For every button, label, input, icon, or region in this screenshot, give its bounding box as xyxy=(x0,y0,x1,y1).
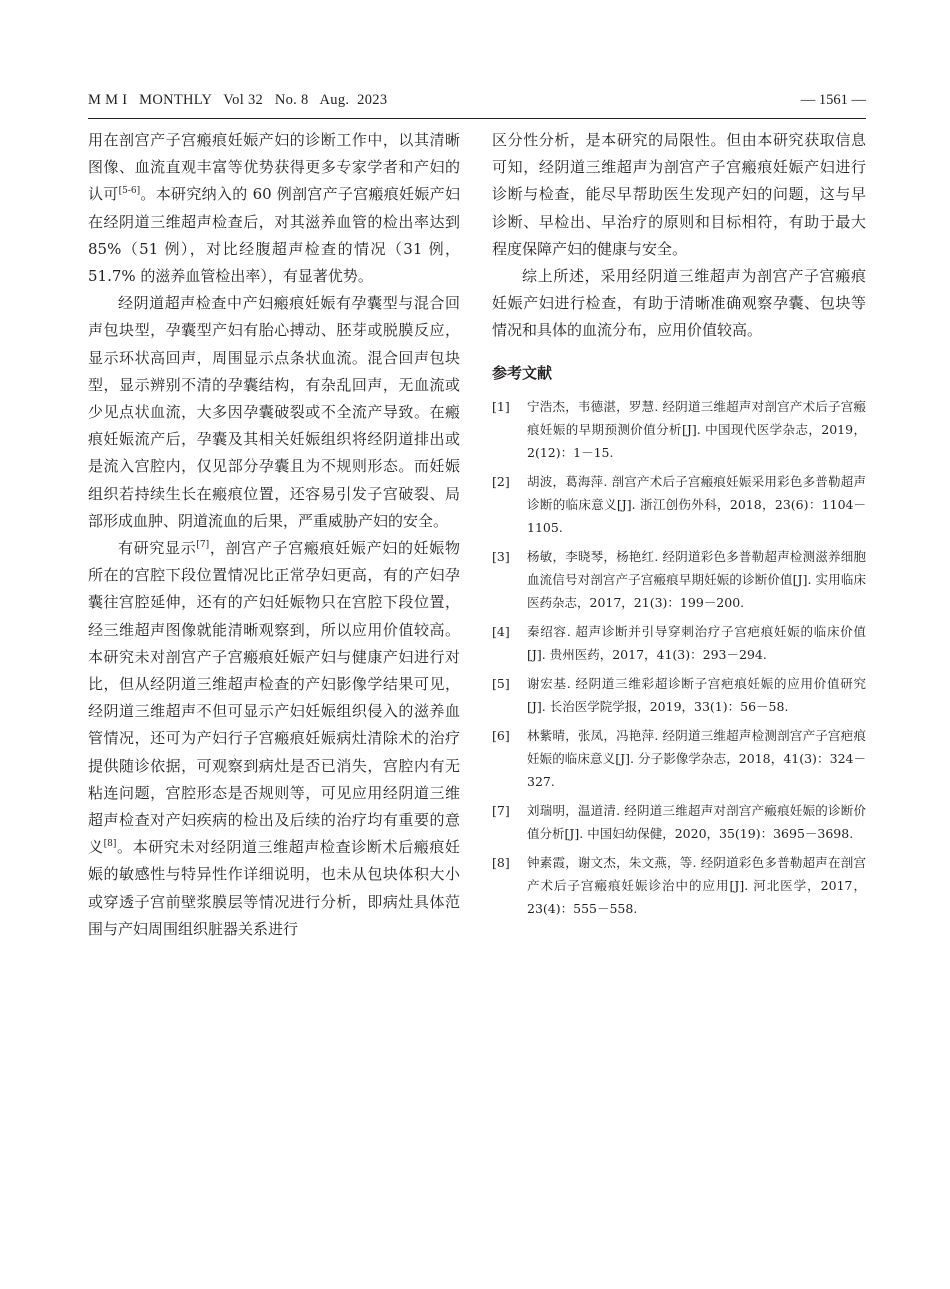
paragraph-3 xyxy=(88,535,460,943)
reference-text: 宁浩杰，韦德湛，罗慧. 经阴道三维超声对剖宫产术后子宫瘢痕妊娠的早期预测价值分析[J]. 中国现代医学杂志，2019，2(12)：1－15. xyxy=(527,398,866,460)
reference-text: 秦绍容. 超声诊断并引导穿刺治疗子宫疤痕妊娠的临床价值[J]. 贵州医药，2017，41(3)：293－294. xyxy=(527,623,866,662)
running-header xyxy=(88,92,866,114)
paragraph-text: 用在剖宫产子宫瘢痕妊娠产妇的诊断工作中，以其清晰图像、血流直观丰富等优势获得更多专家学者和产妇的认可 xyxy=(88,131,460,204)
citation: [5-6] xyxy=(118,186,141,197)
paragraph-text: 。本研究纳入的 60 例剖宫产子宫瘢痕妊娠产妇在经阴道三维超声检查后，对其滋养血管的检出率达到 85%（51 例），对比经腹超声检查的情况（31 例，51.7% 的滋养血管检出率），有显著优势。 xyxy=(88,185,460,286)
citation: [8] xyxy=(103,839,117,850)
reference-list xyxy=(492,395,866,920)
paragraph-text: 。本研究未对经阴道三维超声检查诊断术后瘢痕妊娠的敏感性与特异性作详细说明，也未从包块体积大小或穿透子宫前壁浆膜层等情况进行分析，即病灶具体范围与产妇周围组织脏器关系进行 xyxy=(88,838,460,938)
reference-text: 钟素霞，谢文杰，朱文燕，等. 经阴道彩色多普勒超声在剖宫产术后子宫瘢痕妊娠诊治中的应用[J]. 河北医学，2017，23(4)：555－558. xyxy=(527,854,866,916)
reference-number: [4] xyxy=(492,623,510,639)
reference-item xyxy=(492,545,866,614)
reference-number: [1] xyxy=(492,398,510,414)
reference-text: 谢宏基. 经阴道三维彩超诊断子宫疤痕妊娠的应用价值研究[J]. 长治医学院学报，2019，33(1)：56－58. xyxy=(527,675,866,714)
journal-info: M M I MONTHLY Vol 32 No. 8 Aug. 2023 xyxy=(88,92,388,108)
reference-number: [5] xyxy=(492,675,510,691)
reference-item xyxy=(492,851,866,920)
reference-number: [2] xyxy=(492,473,510,489)
reference-number: [6] xyxy=(492,727,510,743)
paragraph-continued: 区分性分析，是本研究的局限性。但由本研究获取信息可知，经阴道三维超声为剖宫产子宫瘢痕妊娠产妇进行诊断与检查，能尽早帮助医生发现产妇的问题，这与早诊断、早检出、早治疗的原则和目标相符，有助于最大程度保障产妇的健康与安全。 xyxy=(492,131,866,258)
left-column xyxy=(88,127,460,943)
reference-text: 刘瑞明，温道清. 经阴道三维超声对剖宫产瘢痕妊娠的诊断价值分析[J]. 中国妇幼保健，2020，35(19)：3695－3698. xyxy=(527,802,866,841)
reference-item xyxy=(492,470,866,539)
header-rule xyxy=(88,118,866,119)
paragraph-2: 经阴道超声检查中产妇瘢痕妊娠有孕囊型与混合回声包块型，孕囊型产妇有胎心搏动、胚芽或脱膜反应，显示环状高回声，周围显示点条状血流。混合回声包块型，显示辨别不清的孕囊结构，有杂乱回声，无血流或少见点状血流，大多因孕囊破裂或不全流产导致。在瘢痕妊娠流产后，孕囊及其相关妊娠组织将经阴道排出或是流入宫腔内，仅见部分孕囊且为不规则形态。而妊娠组织若持续生长在瘢痕位置，还容易引发子宫破裂、局部形成血肿、阴道流血的后果，严重威胁产妇的安全。 xyxy=(88,294,460,530)
paragraph-text: 有研究显示 xyxy=(118,539,197,558)
reference-text: 林紫晴，张凤，冯艳萍. 经阴道三维超声检测剖宫产子宫疤痕妊娠的临床意义[J]. 分子影像学杂志，2018，41(3)：324－327. xyxy=(527,727,866,789)
conclusion-paragraph: 综上所述，采用经阴道三维超声为剖宫产子宫瘢痕妊娠产妇进行检查，有助于清晰准确观察孕囊、包块等情况和具体的血流分布，应用价值较高。 xyxy=(492,267,866,340)
reference-number: [8] xyxy=(492,854,510,870)
paragraph-1 xyxy=(88,127,460,290)
reference-item xyxy=(492,724,866,793)
reference-item xyxy=(492,395,866,464)
references-heading: 参考文献 xyxy=(492,363,553,382)
reference-item xyxy=(492,799,866,845)
page-number: — 1561 — xyxy=(800,92,866,108)
reference-text: 杨敏，李晓琴，杨艳红. 经阴道彩色多普勒超声检测滋养细胞血流信号对剖宫产子宫瘢痕早期妊娠的诊断价值[J]. 实用临床医药杂志，2017，21(3)：199－200. xyxy=(527,548,866,610)
reference-number: [3] xyxy=(492,548,510,564)
reference-number: [7] xyxy=(492,802,510,818)
reference-item xyxy=(492,620,866,666)
right-column xyxy=(492,127,866,926)
reference-text: 胡波，葛海萍. 剖宫产术后子宫瘢痕妊娠采用彩色多普勒超声诊断的临床意义[J]. 浙江创伤外科，2018，23(6)：1104－1105. xyxy=(527,473,866,535)
reference-item xyxy=(492,672,866,718)
citation: [7] xyxy=(196,540,210,551)
paragraph-text: ，剖宫产子宫瘢痕妊娠产妇的妊娠物所在的宫腔下段位置情况比正常孕妇更高，有的产妇孕囊往宫腔延伸，还有的产妇妊娠物只在宫腔下段位置，经三维超声图像就能清晰观察到，所以应用价值较高。本研究未对剖宫产子宫瘢痕妊娠产妇与健康产妇进行对比，但从经阴道三维超声检查的产妇影像学结果可见，经阴道三维超声不但可显示产妇妊娠组织侵入的滋养血管情况，还可为产妇行子宫瘢痕妊娠病灶清除术的治疗提供随诊依据，可观察到病灶是否已消失，宫腔内有无粘连问题，宫腔形态是否规则等，可见应用经阴道三维超声检查对产妇疾病的检出及后续的治疗均有重要的意义 xyxy=(88,539,460,857)
